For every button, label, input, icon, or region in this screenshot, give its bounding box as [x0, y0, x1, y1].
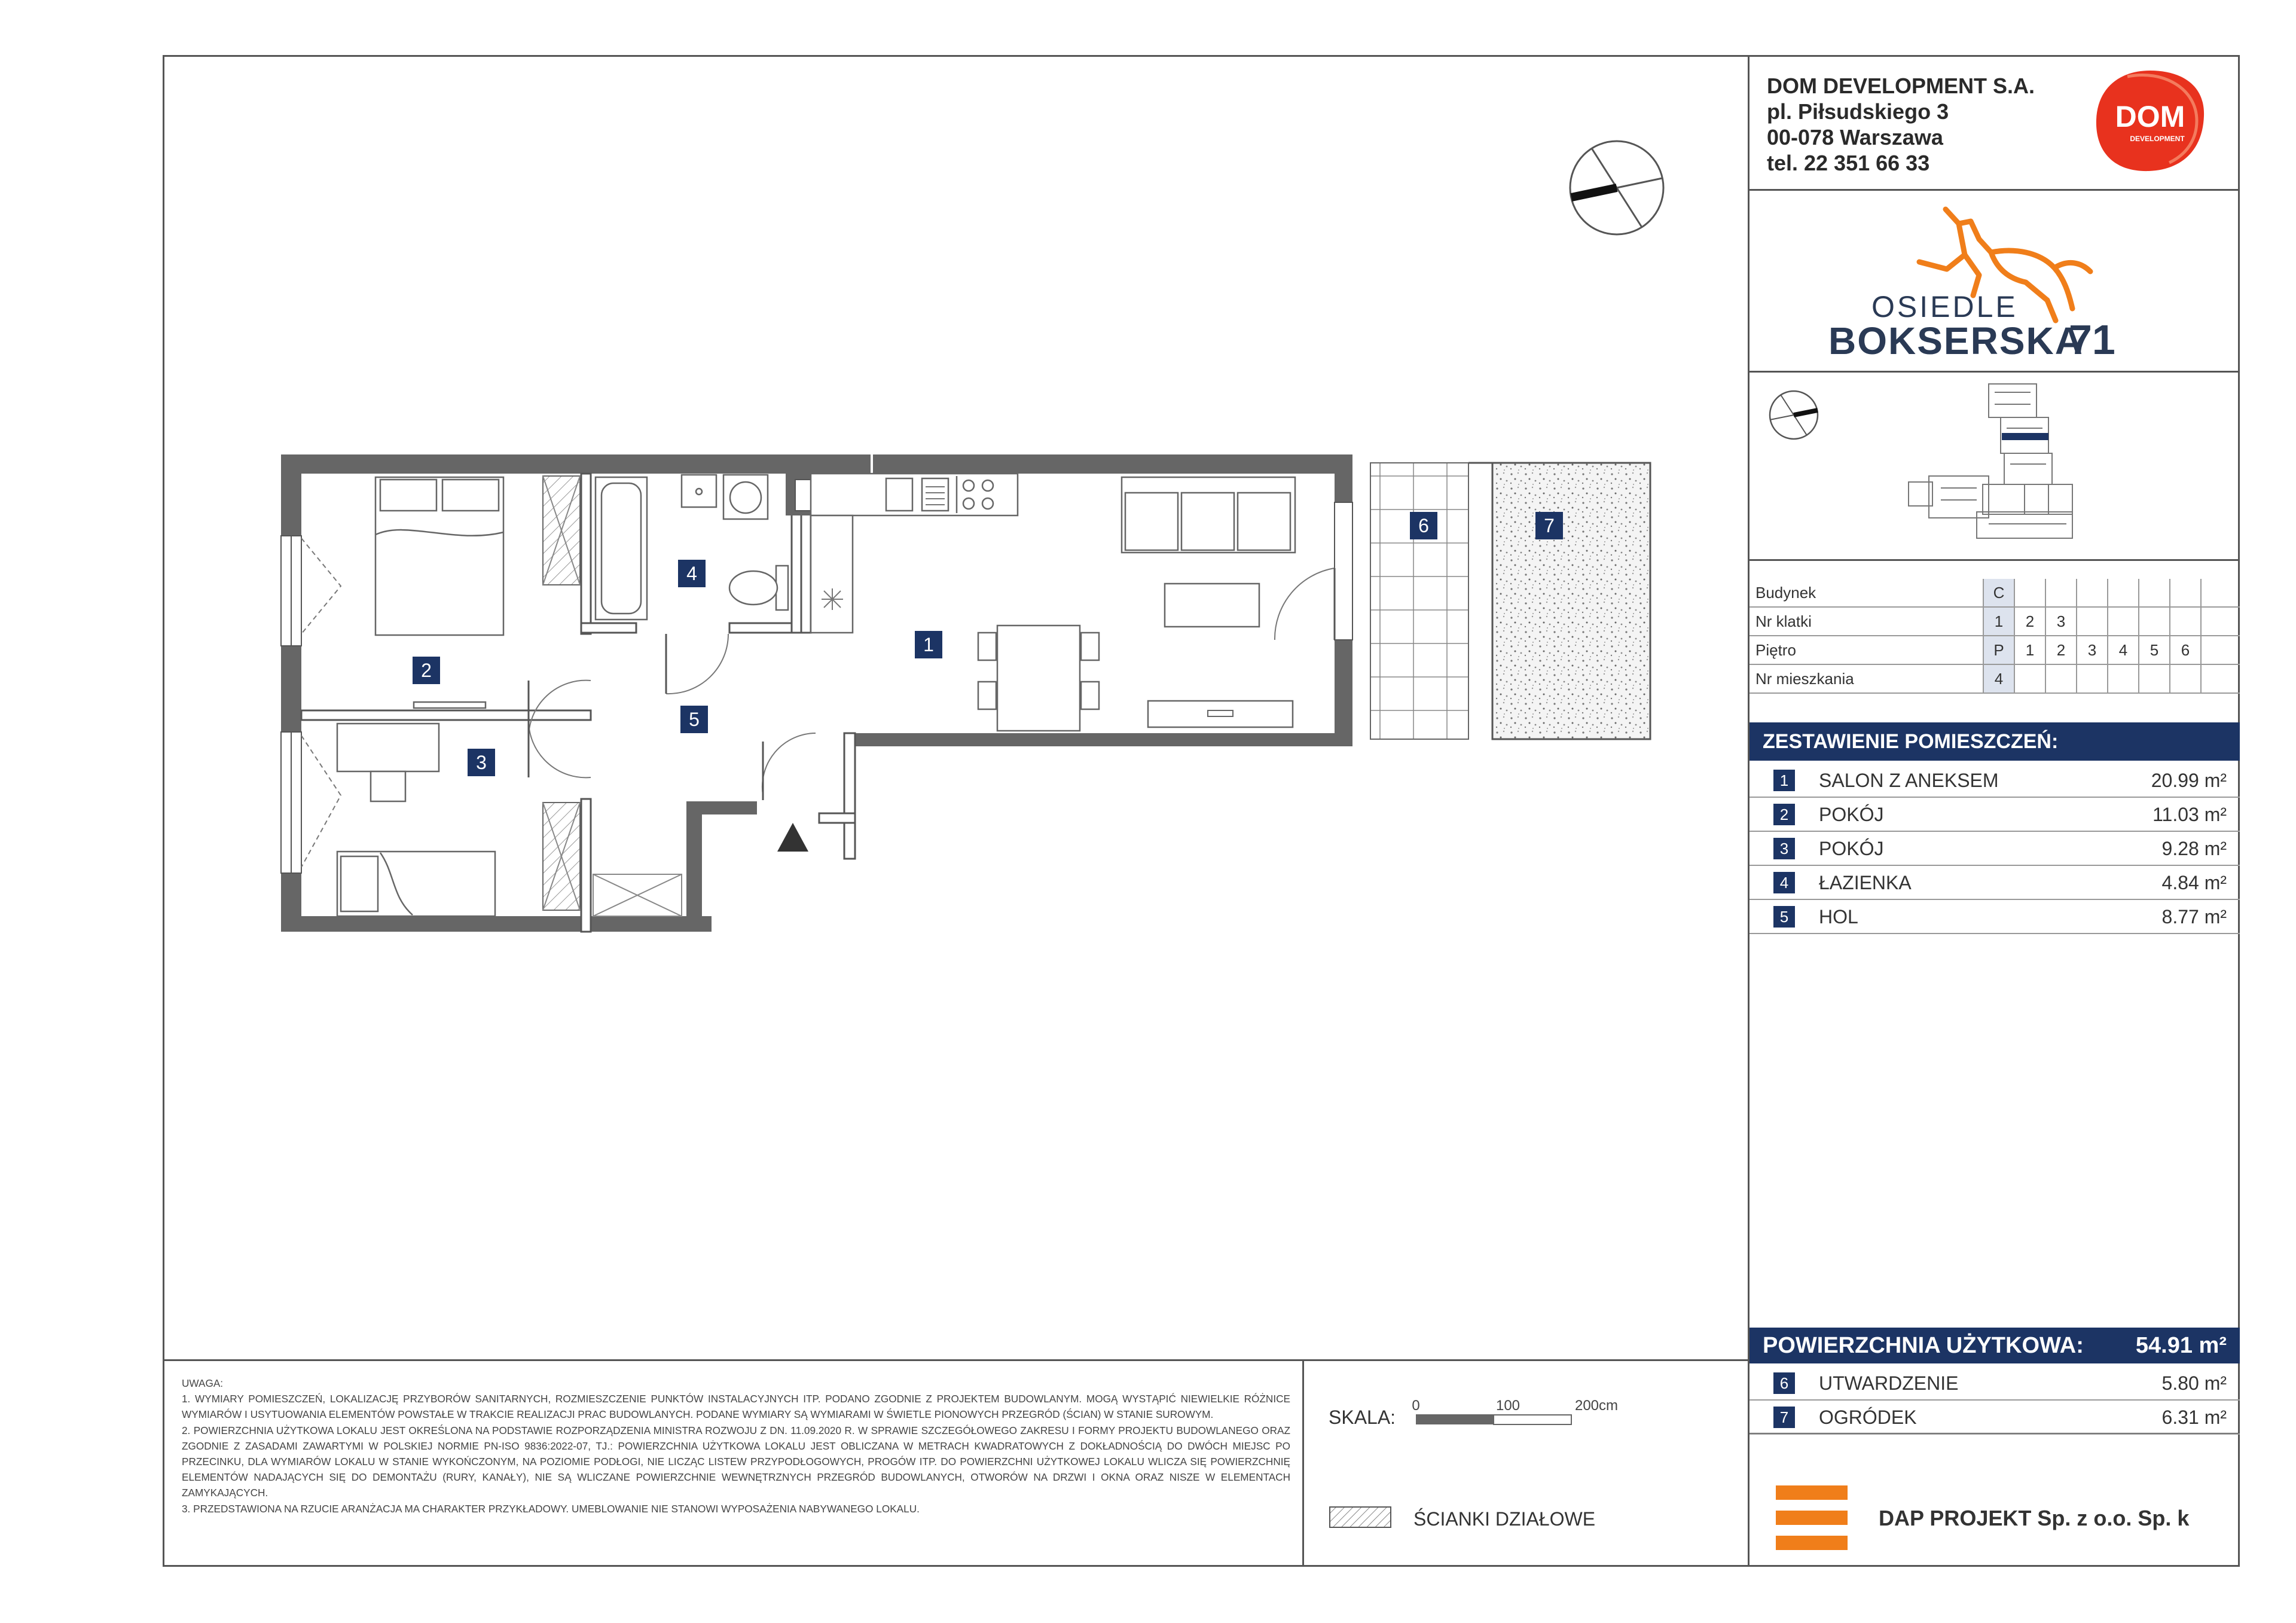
wall-west-upper [281, 454, 301, 536]
wall-bath-south-2 [729, 623, 801, 633]
info-cell [2076, 665, 2107, 692]
desk-icon [337, 724, 439, 801]
room-name: POKÓJ [1819, 837, 1884, 859]
wall-entry-east [844, 733, 855, 859]
info-row-label: Piętro [1755, 640, 1796, 659]
info-cell [2107, 608, 2138, 635]
wall-kitchen-niche [801, 514, 811, 633]
room-area: 6.31 m² [2161, 1406, 2227, 1428]
wall-bath-west [581, 474, 591, 634]
title-line-3 [1750, 559, 2240, 561]
washbasin-icon [682, 475, 768, 519]
info-cell [2107, 665, 2138, 692]
plan-label-2: 2 [413, 657, 440, 684]
company-address-1: pl. Piłsudskiego 3 [1767, 99, 1949, 124]
toilet-icon [729, 566, 788, 610]
room-name: SALON Z ANEKSEM [1819, 769, 1999, 791]
info-cell: 3 [2045, 608, 2076, 635]
info-cell [2076, 608, 2107, 635]
room-number-badge: 2 [1773, 804, 1795, 825]
kitchen-counter [811, 474, 1018, 633]
info-cell [2045, 665, 2076, 692]
info-cell: P [1983, 636, 2014, 664]
info-cell [2138, 665, 2169, 692]
info-cell [2014, 665, 2045, 692]
info-row-label: Budynek [1755, 583, 1816, 602]
wall-south-living [849, 733, 1352, 746]
info-table [1750, 579, 2240, 694]
room-row [1750, 764, 2240, 798]
single-bed-icon [337, 852, 495, 916]
coffee-table [1165, 584, 1259, 627]
info-cell: 1 [1983, 608, 2014, 635]
partition-wall-legend-label: ŚCIANKI DZIAŁOWE [1413, 1508, 1596, 1530]
room-number-badge: 6 [1773, 1372, 1795, 1394]
room-number-badge: 4 [1773, 872, 1795, 893]
scale-tick-100: 100 [1495, 1398, 1521, 1414]
compass-small-icon [1764, 385, 1824, 445]
info-row-label: Nr klatki [1755, 612, 1812, 630]
title-line-2 [1750, 371, 2240, 373]
info-row-label: Nr mieszkania [1755, 669, 1854, 688]
info-cell [2169, 579, 2200, 606]
plan-label-1: 1 [915, 631, 942, 658]
floor-plan [275, 443, 1686, 945]
note-3: 3. PRZEDSTAWIONA NA RZUCIE ARANŻACJA MA CHARAKTER PRZYKŁADOWY. UMEBLOWANIE NIE STANOWI WYPOSAŻENIA NABYWANEGO LOKALU. [182, 1502, 920, 1515]
room-row [1750, 901, 2240, 934]
info-cell [2107, 579, 2138, 606]
room-area: 5.80 m² [2161, 1372, 2227, 1394]
wall-bedroom-divider [301, 710, 591, 720]
info-cell [2200, 608, 2231, 635]
info-cell: 5 [2138, 636, 2169, 664]
plan-label-4: 4 [678, 560, 706, 587]
note-2: 2. POWIERZCHNIA UŻYTKOWA LOKALU JEST OKREŚLONA NA PODSTAWIE ROZPORZĄDZENIA MINISTRA ROZWOJU Z DN. 11.09.2020 R. W SPRAWIE SZCZEGÓŁOWEGO ZAKRESU I FORMY PROJEKTU BUDOWLANEGO ORAZ ZGODNIE Z ZASADAMI ZAWARTYMI W POLSKIEJ NORMIE PN-ISO 9836:2022-07, TJ.: POWIERZCHNIA UŻYTKOWA LOKALU JEST OBLICZANA W METRACH KWADRATOWYCH Z DOKŁADNOŚCIĄ DO DWÓCH MIEJSC PO PRZECINKU, DLA WYMIARÓW LOKALU W STANIE WYKOŃCZONYM, NA POZIOMIE PODŁOGI, NIE LICZĄC LISTEW PRZYPODŁOGOWYCH, PROGÓW ITP. DO POWIERZCHNI UŻYTKOWEJ LOKALU WLICZA SIĘ POWIERZCHNIĘ ELEMENTÓW NADAJĄCYCH SIĘ DO DEMONTAŻU (RURY, KANAŁY), NIE SĄ WLICZANE POWIERZCHNIE WEWNĘTRZNYCH PRZEGRÓD BUDOWLANYCH, OTWORÓW NA DRZWI I OKNA ORAZ NISZE W ELEMENTACH ZAMYKAJĄCYCH. [182, 1424, 1290, 1499]
room-name: UTWARDZENIE [1819, 1372, 1959, 1394]
project-logo-line1: OSIEDLE [1871, 290, 2018, 324]
notes-scale-divider [1302, 1359, 1304, 1567]
dom-logo-text: DOM [2115, 100, 2185, 133]
room-area: 20.99 m² [2151, 769, 2227, 791]
notes-title: UWAGA: [182, 1377, 224, 1389]
room-number-badge: 5 [1773, 906, 1795, 928]
info-row [1750, 665, 2240, 694]
room-name: ŁAZIENKA [1819, 871, 1912, 893]
compass-icon [1563, 134, 1671, 242]
room-row [1750, 832, 2240, 866]
room-number-badge: 1 [1773, 770, 1795, 791]
room-row [1750, 1401, 2240, 1435]
wall-south-bedroom [281, 916, 712, 932]
info-cell: 4 [2107, 636, 2138, 664]
info-cell [2138, 608, 2169, 635]
rooms-header: ZESTAWIENIE POMIESZCZEŃ: [1750, 722, 2240, 761]
wall-north-left [281, 454, 871, 474]
wall-entry-east-2 [819, 813, 855, 823]
title-line-1 [1750, 189, 2240, 191]
terrace-paving [1370, 463, 1468, 739]
wall-bath-south [581, 623, 636, 633]
company-phone: tel. 22 351 66 33 [1767, 151, 1930, 175]
company-block [1767, 73, 2035, 176]
project-logo [1818, 197, 2129, 365]
company-name: DOM DEVELOPMENT S.A. [1767, 74, 2035, 98]
wall-entry-top [686, 801, 757, 814]
plan-label-6: 6 [1410, 512, 1437, 539]
info-cell [2045, 579, 2076, 606]
info-cell [2138, 579, 2169, 606]
wall-east-upper [1335, 454, 1352, 502]
room-number-badge: 7 [1773, 1407, 1795, 1428]
info-cell: C [1983, 579, 2014, 606]
scale-bar [1411, 1397, 1626, 1430]
dom-development-logo [2092, 67, 2209, 175]
info-cell [2076, 579, 2107, 606]
dom-logo-subtext: DEVELOPMENT [2130, 135, 2185, 143]
designer-name: DAP PROJEKT Sp. z o.o. Sp. k [1879, 1506, 2190, 1530]
info-row [1750, 636, 2240, 665]
plan-label-7: 7 [1535, 512, 1563, 539]
info-cell: 2 [2014, 608, 2045, 635]
info-cell [2169, 608, 2200, 635]
sofa-icon [1122, 477, 1295, 553]
room-row [1750, 867, 2240, 900]
balcony-door [1335, 502, 1352, 640]
project-logo-number: 71 [2069, 316, 2115, 363]
entrance-marker-icon [777, 823, 808, 852]
room-number-badge: 3 [1773, 838, 1795, 859]
room-name: POKÓJ [1819, 803, 1884, 825]
plan-label-5: 5 [680, 706, 708, 733]
bathtub-icon [596, 477, 647, 620]
partition-wall-legend-icon [1329, 1506, 1392, 1529]
usable-area-value: 54.91 m² [2135, 1332, 2227, 1358]
project-logo-line2: BOKSERSKA [1828, 319, 2084, 362]
info-cell [2200, 579, 2231, 606]
wall-entry-west [686, 801, 702, 932]
room-name: HOL [1819, 905, 1858, 928]
scale-tick-200: 200cm [1574, 1398, 1619, 1414]
info-row [1750, 608, 2240, 636]
info-cell: 3 [2076, 636, 2107, 664]
info-cell [2014, 579, 2045, 606]
room-area: 11.03 m² [2152, 803, 2227, 825]
info-cell: 4 [1983, 665, 2014, 692]
room-area: 9.28 m² [2161, 837, 2227, 859]
info-cell [2169, 665, 2200, 692]
notes-strip-divider [163, 1359, 1750, 1361]
building-key-plan [1905, 380, 2090, 548]
scale-tick-0: 0 [1412, 1398, 1420, 1414]
wall-bath-east [792, 514, 801, 633]
selected-unit-marker [2002, 433, 2048, 440]
plan-label-3: 3 [468, 749, 495, 776]
wall-east-lower [1335, 640, 1352, 745]
info-row [1750, 579, 2240, 608]
info-cell [2200, 665, 2231, 692]
note-1: 1. WYMIARY POMIESZCZEŃ, LOKALIZACJĘ PRZYBORÓW SANITARNYCH, ROZMIESZCZENIE PUNKTÓW INSTALACYJNYCH ITP. PODANO ZGODNIE Z PROJEKTEM BUDOWLANYM. MOGĄ WYSTĄPIĆ NIEWIELKIE RÓŻNICE WYMIARÓW I USYTUOWANIA ELEMENTÓW POWSTAŁE W TRAKCIE REALIZACJI PRAC BUDOWLANYCH. PODANE WYMIARY SĄ WYMIARAMI W ŚWIETLE PIONOWYCH PRZEGRÓD (ŚCIAN) W STANIE SUROWYM. [182, 1393, 1290, 1421]
info-cell: 1 [2014, 636, 2045, 664]
notes-block [182, 1375, 1290, 1517]
wall-north-right [873, 454, 1348, 474]
company-address-2: 00-078 Warszawa [1767, 125, 1943, 150]
dining-table-icon [978, 626, 1099, 731]
designer-logo-icon [1776, 1485, 1848, 1550]
info-cell: 2 [2045, 636, 2076, 664]
room-row [1750, 1367, 2240, 1401]
wall-west-mid [281, 646, 301, 732]
garden-area [1492, 463, 1650, 739]
room-area: 4.84 m² [2161, 871, 2227, 893]
room-area: 8.77 m² [2161, 905, 2227, 928]
scale-label: SKALA: [1329, 1407, 1396, 1428]
usable-area-label: POWIERZCHNIA UŻYTKOWA: [1763, 1332, 2084, 1358]
usable-area-bar [1750, 1328, 2240, 1363]
wall-hall-lower [581, 799, 591, 932]
info-cell [2200, 636, 2231, 664]
info-cell: 6 [2169, 636, 2200, 664]
room-name: OGRÓDEK [1819, 1406, 1917, 1428]
room-row [1750, 798, 2240, 832]
